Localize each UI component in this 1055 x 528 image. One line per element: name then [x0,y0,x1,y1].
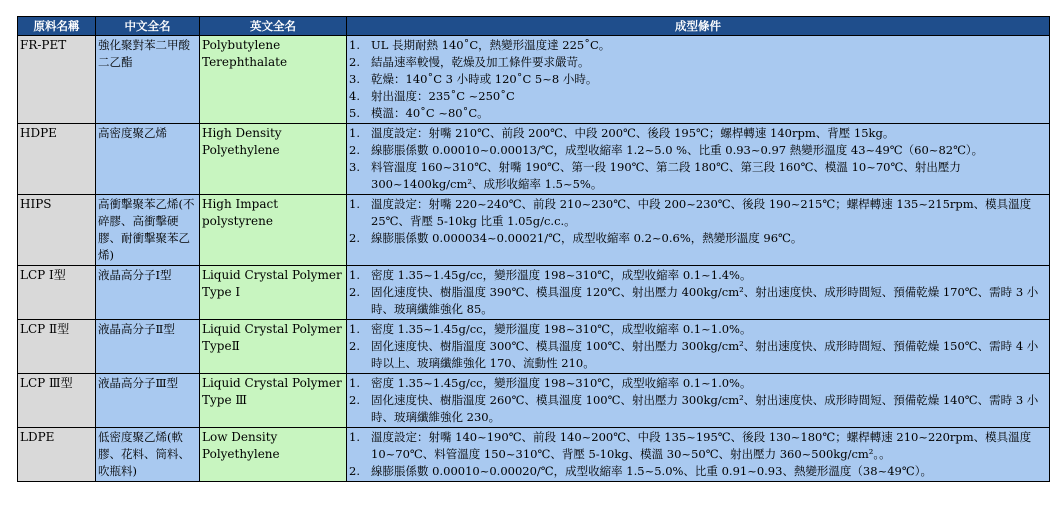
condition-text: 密度 1.35~1.45g/cc，變形溫度 198~310℃，成型收縮率 0.1~1.4%。 [371,268,752,282]
condition-text: 溫度設定：射嘴 220~240℃、前段 210~230℃、中段 200~230℃、後段 190~215℃；螺桿轉速 135~215rpm、模具溫度 25℃、背壓 5-10kg 比重 1.05g/c.c.。 [371,197,1032,228]
material-code-cell: LDPE [18,428,96,482]
list-item [349,230,1045,247]
list-number: 2. [349,143,360,157]
list-item [349,375,1045,392]
conditions-list [349,196,1045,247]
chinese-name-cell: 液晶高分子Ⅱ型 [96,320,200,374]
english-name-cell: High Impact polystyrene [200,195,347,266]
header-chinese-name: 中文全名 [96,17,200,36]
condition-text: 結晶速率較慢，乾燥及加工條件要求嚴苛。 [371,55,590,69]
materials-table [17,16,1050,482]
condition-text: 線膨脹係數 0.00010~0.00020/℃，成型收縮率 1.5~5.0%、比重 0.91~0.93、熱變形溫度（38~49℃）。 [371,464,932,478]
english-name-cell: Liquid Crystal Polymer Type Ⅲ [200,374,347,428]
condition-text: 固化速度快、樹脂溫度 260℃、模具溫度 100℃、射出壓力 300kg/cm²、射出速度快、成形時間短、預備乾燥 140℃、需時 3 小時、玻璃纖維強化 230。 [371,393,1039,424]
list-number: 2. [349,285,360,299]
list-item [349,105,1045,122]
table-row [18,374,1050,428]
list-item [349,142,1045,159]
list-number: 2. [349,339,360,353]
condition-text: 密度 1.35~1.45g/cc，變形溫度 198~310℃，成型收縮率 0.1~1.0%。 [371,322,752,336]
conditions-list [349,321,1045,372]
table-row [18,320,1050,374]
condition-text: 料管溫度 160~310℃、射嘴 190℃、第一段 190℃、第二段 180℃、第三段 160℃、模溫 10~70℃、射出壓力 300~1400kg/cm²、成形收縮率 1.5~5%。 [371,160,961,191]
list-number: 1. [349,126,360,140]
molding-conditions-cell [347,124,1050,195]
list-number: 2. [349,55,360,69]
english-name-cell: Low Density Polyethylene [200,428,347,482]
list-number: 5. [349,106,360,120]
condition-text: 線膨脹係數 0.00010~0.00013/℃，成型收縮率 1.2~5.0 %、比重 0.93~0.97 熱變形溫度 43~49℃（60~82℃）。 [371,143,984,157]
english-name-cell: Polybutylene Terephthalate [200,36,347,124]
table-row [18,266,1050,320]
list-item [349,429,1045,463]
condition-text: 模溫：40˚C ~80˚C。 [371,106,489,120]
header-molding-conditions: 成型條件 [347,17,1050,36]
condition-text: 射出溫度：235˚C ~250˚C [371,89,515,103]
materials-table-container [17,16,1050,482]
table-row [18,195,1050,266]
list-number: 1. [349,197,360,211]
molding-conditions-cell [347,374,1050,428]
table-row [18,428,1050,482]
list-number: 1. [349,376,360,390]
chinese-name-cell: 高衝擊聚苯乙烯(不碎膠、高衝擊硬膠、耐衝擊聚苯乙烯) [96,195,200,266]
conditions-list [349,429,1045,480]
list-number: 2. [349,393,360,407]
list-item [349,196,1045,230]
list-item [349,267,1045,284]
list-number: 1. [349,430,360,444]
english-name-cell: High Density Polyethylene [200,124,347,195]
condition-text: 溫度設定：射嘴 140~190℃、前段 140~200℃、中段 135~195℃、後段 130~180℃；螺桿轉速 210~220rpm、模具溫度 10~70℃、料管溫度 150~310℃、背壓 5-10kg、模溫 30~50℃、射出壓力 360~500kg/cm²。。 [371,430,1032,461]
english-name-cell: Liquid Crystal Polymer TypeⅡ [200,320,347,374]
english-name-cell: Liquid Crystal Polymer Type Ⅰ [200,266,347,320]
list-number: 2. [349,464,360,478]
header-row [18,17,1050,36]
list-item [349,71,1045,88]
condition-text: 溫度設定：射嘴 210℃、前段 200℃、中段 200℃、後段 195℃；螺桿轉速 140rpm、背壓 15kg。 [371,126,895,140]
condition-text: 乾燥：140˚C 3 小時或 120˚C 5~8 小時。 [371,72,598,86]
list-number: 1. [349,268,360,282]
list-item [349,463,1045,480]
conditions-list [349,125,1045,193]
list-number: 4. [349,89,360,103]
condition-text: 固化速度快、樹脂溫度 300℃、模具溫度 100℃、射出壓力 300kg/cm²、射出速度快、成形時間短、預備乾燥 150℃、需時 4 小時以上、玻璃纖維強化 170、流動性 210。 [371,339,1039,370]
material-code-cell: FR-PET [18,36,96,124]
material-code-cell: LCP Ⅲ型 [18,374,96,428]
condition-text: 固化速度快、樹脂溫度 390℃、模具溫度 120℃、射出壓力 400kg/cm²、射出速度快、成形時間短、預備乾燥 170℃、需時 3 小時、玻璃纖維強化 85。 [371,285,1039,316]
list-item [349,338,1045,372]
list-item [349,159,1045,193]
molding-conditions-cell [347,320,1050,374]
list-number: 1. [349,38,360,52]
header-english-name: 英文全名 [200,17,347,36]
condition-text: 線膨脹係數 0.000034~0.00021/℃，成型收縮率 0.2~0.6%，熱變形溫度 96℃。 [371,231,803,245]
molding-conditions-cell [347,266,1050,320]
conditions-list [349,375,1045,426]
material-code-cell: LCP Ⅱ型 [18,320,96,374]
chinese-name-cell: 低密度聚乙烯(軟膠、花料、筒料、吹瓶料) [96,428,200,482]
list-item [349,321,1045,338]
condition-text: 密度 1.35~1.45g/cc，變形溫度 198~310℃，成型收縮率 0.1~1.0%。 [371,376,752,390]
conditions-list [349,37,1045,122]
conditions-list [349,267,1045,318]
list-item [349,284,1045,318]
table-row [18,124,1050,195]
chinese-name-cell: 強化聚對苯二甲酸二乙酯 [96,36,200,124]
chinese-name-cell: 高密度聚乙烯 [96,124,200,195]
chinese-name-cell: 液晶高分子Ⅲ型 [96,374,200,428]
molding-conditions-cell [347,428,1050,482]
molding-conditions-cell [347,36,1050,124]
header-material-code: 原料名稱 [18,17,96,36]
list-number: 3. [349,160,360,174]
condition-text: UL 長期耐熱 140˚C，熱變形溫度達 225˚C。 [371,38,611,52]
list-item [349,54,1045,71]
material-code-cell: HIPS [18,195,96,266]
list-item [349,37,1045,54]
material-code-cell: LCP Ⅰ型 [18,266,96,320]
table-row [18,36,1050,124]
list-item [349,125,1045,142]
list-item [349,88,1045,105]
material-code-cell: HDPE [18,124,96,195]
list-number: 2. [349,231,360,245]
molding-conditions-cell [347,195,1050,266]
list-number: 3. [349,72,360,86]
list-item [349,392,1045,426]
chinese-name-cell: 液晶高分子Ⅰ型 [96,266,200,320]
list-number: 1. [349,322,360,336]
